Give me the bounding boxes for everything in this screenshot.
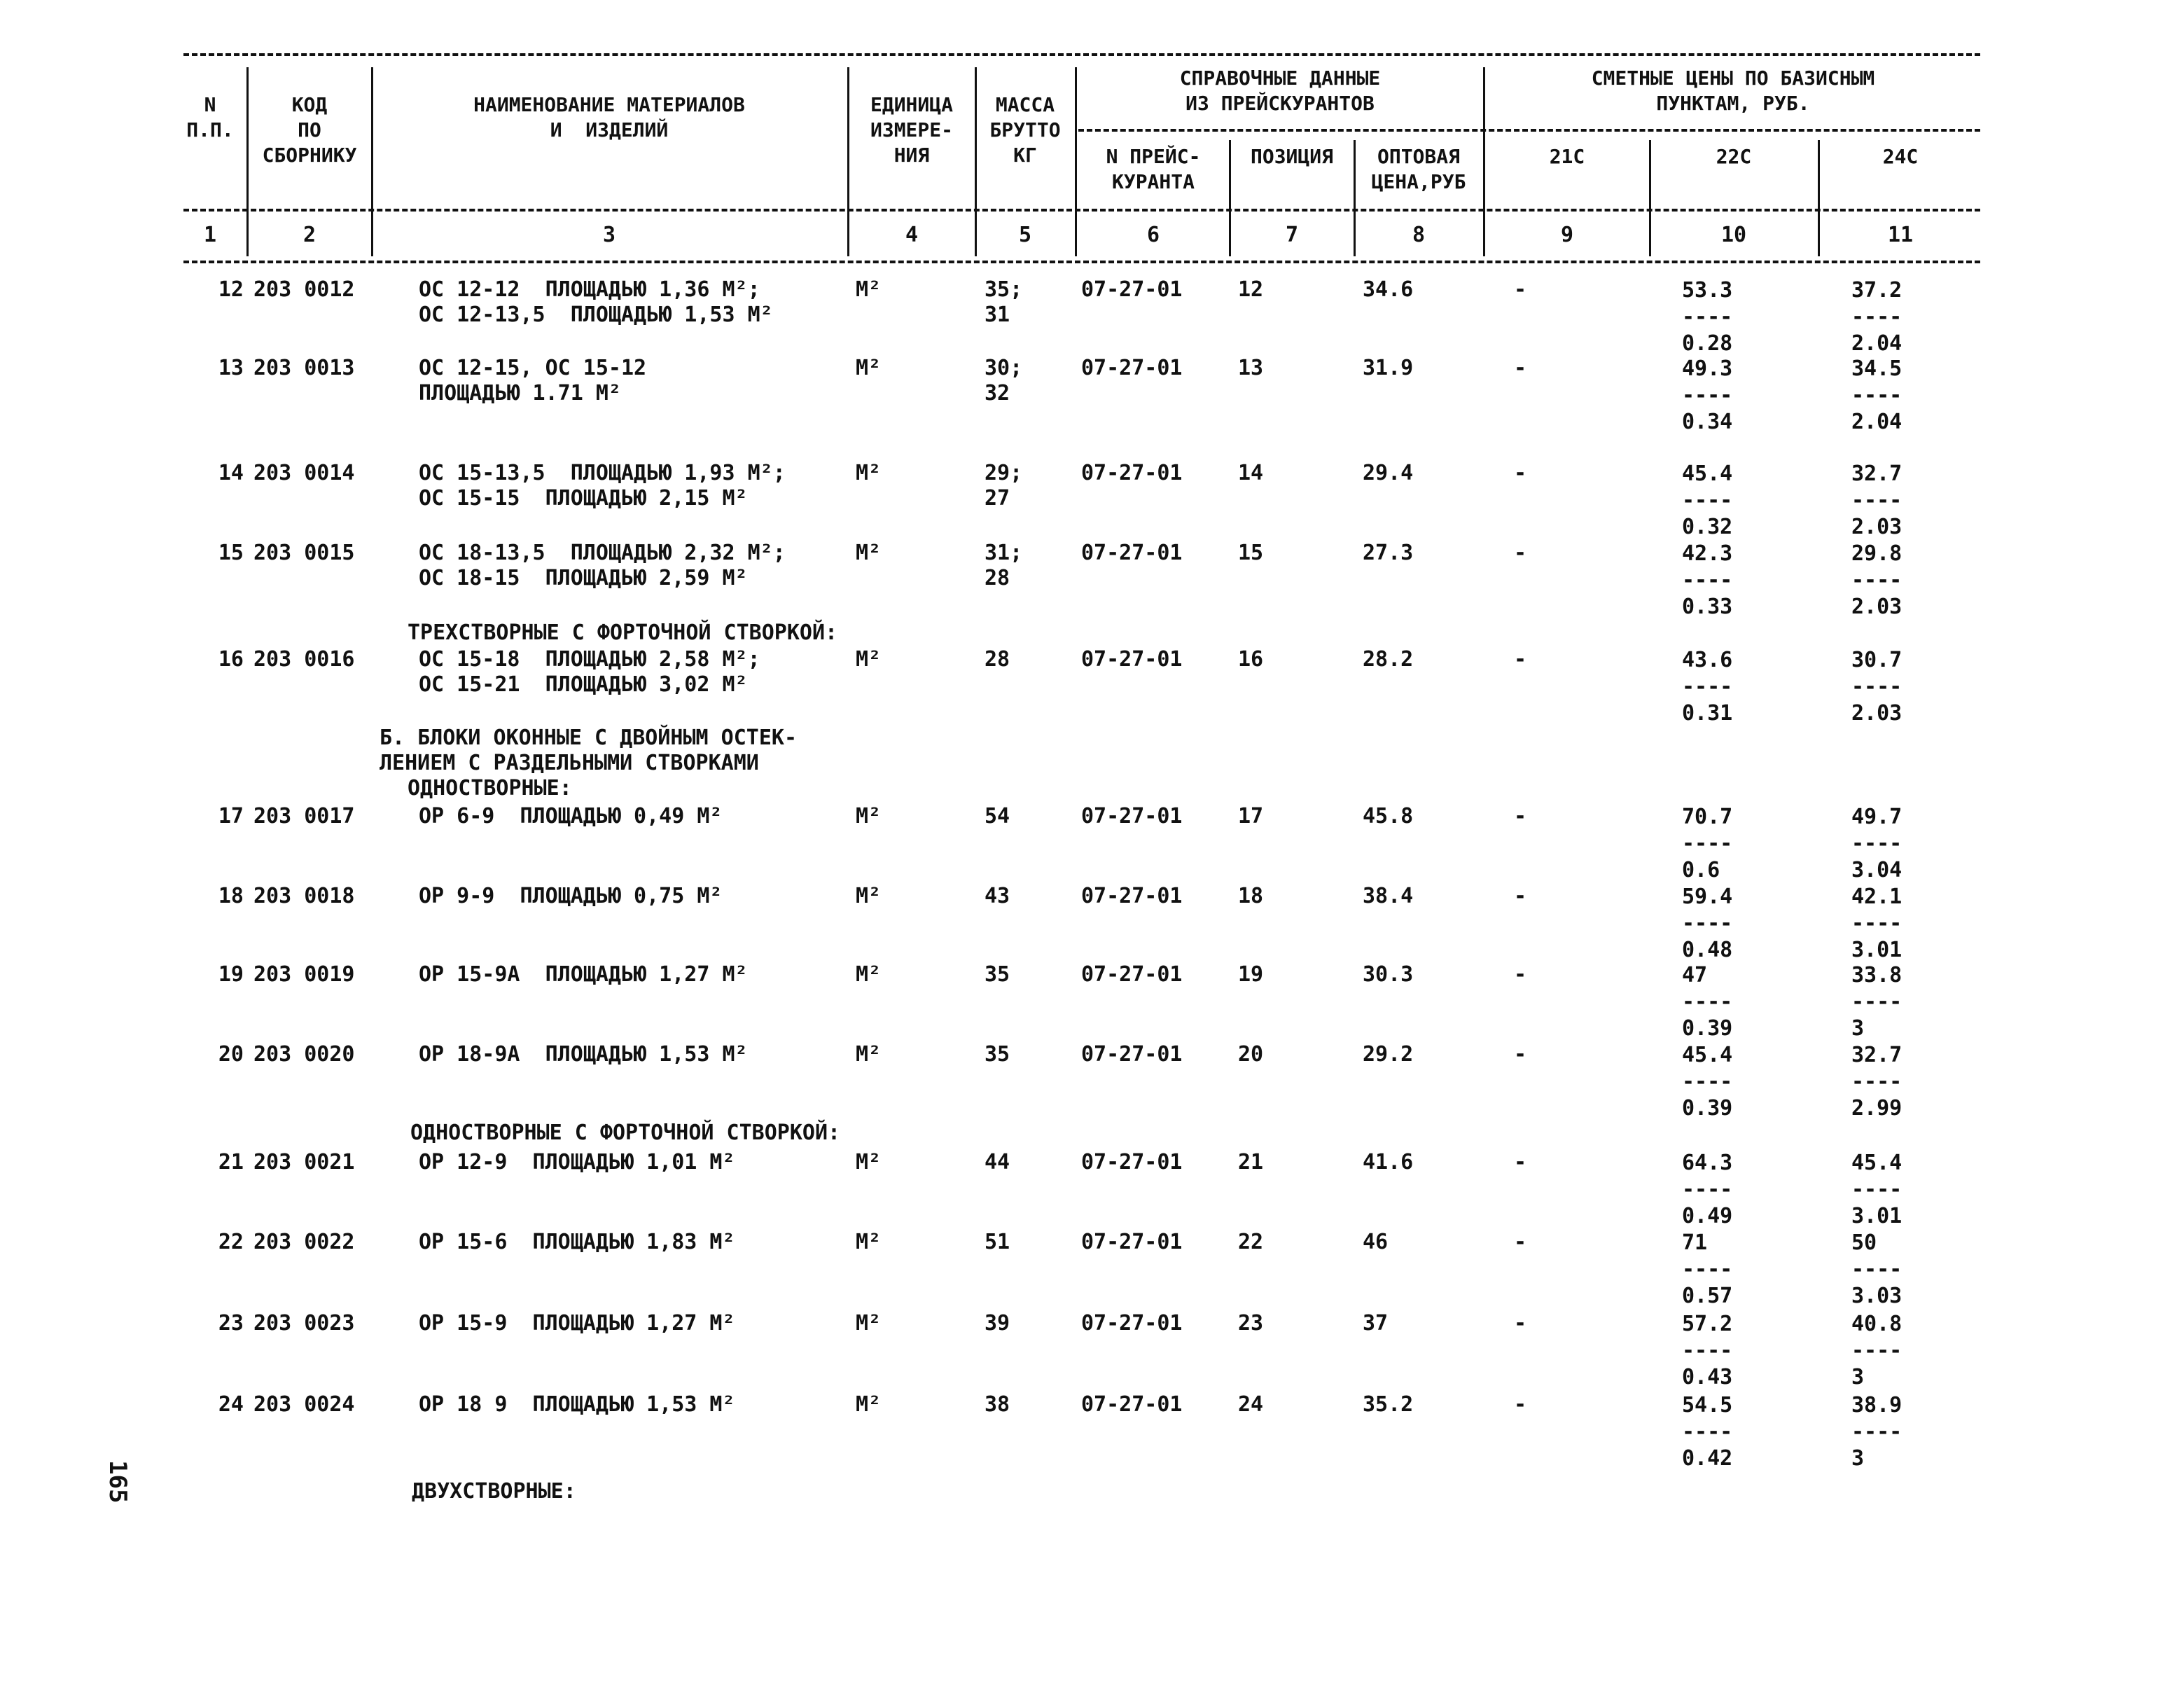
row-price-21c: - [1514,647,1527,672]
row-price-21c: - [1514,804,1527,828]
row-price-21c: - [1514,1150,1527,1174]
row-code: 203 0016 [253,647,355,672]
row-code: 203 0018 [253,884,355,908]
fraction-line: ---- [1851,911,1903,936]
row-mass: 35 [985,1042,1010,1067]
row-price-24c-transport: 2.04 [1851,410,1903,434]
fraction-line: ---- [1851,383,1903,408]
row-position: 18 [1238,884,1264,908]
row-mass: 54 [985,804,1010,828]
row-name: ОР 15-9А ПЛОЩАДЬЮ 1,27 М² [419,962,748,987]
row-price-24c-transport: 3.01 [1851,938,1903,962]
row-price-22c: 45.4 [1682,1043,1733,1067]
fraction-line: ---- [1851,568,1903,592]
fraction-line: ---- [1682,488,1733,513]
row-position: 16 [1238,647,1264,672]
row-number: 12 [218,277,244,302]
row-name: ОР 15-6 ПЛОЩАДЬЮ 1,83 М² [419,1230,735,1254]
row-position: 15 [1238,541,1264,565]
row-price-24c: 32.7 [1851,462,1903,486]
row-price-21c: - [1514,884,1527,908]
header-top-rule [183,53,1980,56]
row-price-24c: 33.8 [1851,963,1903,987]
row-number: 24 [218,1392,244,1417]
row-price-24c-transport: 2.03 [1851,595,1903,619]
col-num: 7 [1285,223,1299,247]
row-price-22c: 49.3 [1682,356,1733,381]
fraction-line: ---- [1851,831,1903,856]
row-position: 12 [1238,277,1264,302]
row-price-24c-transport: 2.03 [1851,701,1903,726]
row-price-24c: 34.5 [1851,356,1903,381]
row-position: 20 [1238,1042,1264,1067]
fraction-line: ---- [1851,1338,1903,1363]
row-code: 203 0017 [253,804,355,828]
row-price-24c: 37.2 [1851,278,1903,303]
row-wholesale-price: 34.6 [1363,277,1414,302]
row-code: 203 0019 [253,962,355,987]
row-code: 203 0015 [253,541,355,565]
row-pricelist: 07-27-01 [1081,1392,1183,1417]
row-name: ОС 12-12 ПЛОЩАДЬЮ 1,36 М²; ОС 12-13,5 ПЛОЩАДЬЮ 1,53 М² [419,277,773,327]
row-wholesale-price: 29.2 [1363,1042,1414,1067]
row-pricelist: 07-27-01 [1081,647,1183,672]
row-mass: 31; 28 [985,541,1023,590]
row-number: 20 [218,1042,244,1067]
row-price-24c: 50 [1851,1230,1877,1255]
fraction-line: ---- [1682,990,1733,1014]
fraction-line: ---- [1682,1177,1733,1202]
row-price-22c-transport: 0.31 [1682,701,1733,726]
row-mass: 39 [985,1311,1010,1336]
row-unit: М² [856,461,882,485]
row-number: 15 [218,541,244,565]
col-num: 11 [1887,223,1914,247]
header-col-10: 22С [1716,145,1752,168]
row-pricelist: 07-27-01 [1081,1150,1183,1174]
row-price-24c-transport: 3 [1851,1365,1865,1389]
row-wholesale-price: 35.2 [1363,1392,1414,1417]
header-col-2: КОД ПО СБОРНИКУ [262,93,357,167]
row-price-22c-transport: 0.43 [1682,1365,1733,1389]
row-price-22c: 59.4 [1682,885,1733,909]
header-group-rule [1078,129,1980,132]
header-col-8: ОПТОВАЯ ЦЕНА,РУБ [1371,145,1466,193]
fraction-line: ---- [1682,911,1733,936]
row-code: 203 0012 [253,277,355,302]
row-number: 17 [218,804,244,828]
row-mass: 29; 27 [985,461,1023,511]
row-name: ОС 18-13,5 ПЛОЩАДЬЮ 2,32 М²; ОС 18-15 ПЛОЩАДЬЮ 2,59 М² [419,541,786,590]
fraction-line: ---- [1682,1257,1733,1282]
row-unit: М² [856,804,882,828]
header-col-11: 24С [1882,145,1919,168]
row-position: 13 [1238,356,1264,380]
row-price-21c: - [1514,356,1527,380]
row-unit: М² [856,356,882,380]
row-number: 19 [218,962,244,987]
row-mass: 35 [985,962,1010,987]
col-num: 1 [203,223,217,247]
row-position: 24 [1238,1392,1264,1417]
header-col-9: 21С [1549,145,1585,168]
subheading-single-leaf: ОДНОСТВОРНЫЕ: [408,776,572,800]
row-price-21c: - [1514,962,1527,987]
row-price-21c: - [1514,1311,1527,1336]
row-price-21c: - [1514,461,1527,485]
fraction-line: ---- [1682,674,1733,699]
row-price-24c-transport: 3 [1851,1016,1865,1041]
row-name: ОР 9-9 ПЛОЩАДЬЮ 0,75 М² [419,884,723,908]
row-name: ОР 12-9 ПЛОЩАДЬЮ 1,01 М² [419,1150,735,1174]
col-num: 2 [302,223,317,247]
row-wholesale-price: 30.3 [1363,962,1414,987]
row-price-24c: 42.1 [1851,885,1903,909]
header-col-7: ПОЗИЦИЯ [1250,145,1333,168]
row-wholesale-price: 31.9 [1363,356,1414,380]
fraction-line: ---- [1682,1420,1733,1444]
row-code: 203 0021 [253,1150,355,1174]
row-price-24c-transport: 2.03 [1851,515,1903,539]
header-num-rule [183,209,1980,212]
row-price-24c: 40.8 [1851,1312,1903,1336]
col-sep [1075,67,1077,256]
subheading-double-leaf: ДВУХСТВОРНЫЕ: [412,1479,576,1504]
row-price-24c-transport: 3.04 [1851,858,1903,882]
row-price-24c: 49.7 [1851,805,1903,829]
row-position: 22 [1238,1230,1264,1254]
row-pricelist: 07-27-01 [1081,1311,1183,1336]
row-price-21c: - [1514,1042,1527,1067]
row-price-24c-transport: 2.04 [1851,331,1903,356]
row-number: 16 [218,647,244,672]
row-pricelist: 07-27-01 [1081,884,1183,908]
row-price-24c: 29.8 [1851,541,1903,566]
header-col-6: N ПРЕЙС- КУРАНТА [1106,145,1201,193]
row-price-22c: 42.3 [1682,541,1733,566]
row-mass: 28 [985,647,1010,672]
row-price-22c-transport: 0.33 [1682,595,1733,619]
fraction-line: ---- [1851,1420,1903,1444]
row-price-22c-transport: 0.49 [1682,1204,1733,1228]
row-pricelist: 07-27-01 [1081,1230,1183,1254]
col-num: 5 [1018,223,1032,247]
row-unit: М² [856,962,882,987]
row-code: 203 0020 [253,1042,355,1067]
row-mass: 38 [985,1392,1010,1417]
col-num: 6 [1146,223,1160,247]
row-price-24c-transport: 3.03 [1851,1284,1903,1308]
row-price-22c: 54.5 [1682,1393,1733,1417]
subheading-section-b: Б. БЛОКИ ОКОННЫЕ С ДВОЙНЫМ ОСТЕК- ЛЕНИЕМ С РАЗДЕЛЬНЫМИ СТВОРКАМИ [380,726,798,775]
row-price-22c: 57.2 [1682,1312,1733,1336]
row-wholesale-price: 27.3 [1363,541,1414,565]
row-code: 203 0014 [253,461,355,485]
row-position: 17 [1238,804,1264,828]
subheading-three-leaf: ТРЕХСТВОРНЫЕ С ФОРТОЧНОЙ СТВОРКОЙ: [408,620,838,645]
row-number: 21 [218,1150,244,1174]
row-name: ОС 15-13,5 ПЛОЩАДЬЮ 1,93 М²; ОС 15-15 ПЛОЩАДЬЮ 2,15 М² [419,461,786,511]
row-position: 21 [1238,1150,1264,1174]
row-price-22c-transport: 0.39 [1682,1016,1733,1041]
header-bottom-rule [183,261,1980,263]
fraction-line: ---- [1682,1069,1733,1094]
row-number: 18 [218,884,244,908]
fraction-line: ---- [1851,674,1903,699]
row-mass: 51 [985,1230,1010,1254]
row-wholesale-price: 37 [1363,1311,1389,1336]
row-unit: М² [856,277,882,302]
row-number: 14 [218,461,244,485]
row-price-21c: - [1514,541,1527,565]
row-price-24c-transport: 2.99 [1851,1096,1903,1121]
row-price-22c-transport: 0.32 [1682,515,1733,539]
row-unit: М² [856,647,882,672]
header-col-3: НАИМЕНОВАНИЕ МАТЕРИАЛОВ И ИЗДЕЛИЙ [473,93,745,141]
row-price-22c-transport: 0.6 [1682,858,1720,882]
row-position: 23 [1238,1311,1264,1336]
row-pricelist: 07-27-01 [1081,962,1183,987]
row-price-21c: - [1514,277,1527,302]
row-code: 203 0024 [253,1392,355,1417]
row-pricelist: 07-27-01 [1081,1042,1183,1067]
header-col-4: ЕДИНИЦА ИЗМЕРЕ- НИЯ [870,93,953,167]
col-sep [1483,67,1485,256]
col-num: 10 [1720,223,1747,247]
row-wholesale-price: 38.4 [1363,884,1414,908]
row-price-22c: 71 [1682,1230,1708,1255]
page-number: 165 [104,1460,132,1504]
row-price-24c-transport: 3.01 [1851,1204,1903,1228]
row-wholesale-price: 28.2 [1363,647,1414,672]
row-number: 13 [218,356,244,380]
row-price-21c: - [1514,1392,1527,1417]
header-col-5: МАССА БРУТТО КГ [989,93,1061,167]
row-code: 203 0023 [253,1311,355,1336]
row-name: ОС 12-15, ОС 15-12 ПЛОЩАДЬЮ 1.71 М² [419,356,647,405]
row-price-22c-transport: 0.28 [1682,331,1733,356]
row-price-24c: 32.7 [1851,1043,1903,1067]
subheading-single-leaf-vent: ОДНОСТВОРНЫЕ С ФОРТОЧНОЙ СТВОРКОЙ: [410,1121,841,1145]
fraction-line: ---- [1682,568,1733,592]
col-num: 4 [905,223,919,247]
col-sep [246,67,249,256]
row-pricelist: 07-27-01 [1081,356,1183,380]
fraction-line: ---- [1851,1177,1903,1202]
row-price-22c-transport: 0.42 [1682,1446,1733,1471]
row-wholesale-price: 29.4 [1363,461,1414,485]
row-pricelist: 07-27-01 [1081,541,1183,565]
col-sep [1818,140,1820,256]
row-number: 23 [218,1311,244,1336]
row-price-22c: 43.6 [1682,648,1733,672]
row-pricelist: 07-27-01 [1081,804,1183,828]
row-price-22c-transport: 0.48 [1682,938,1733,962]
row-price-22c: 45.4 [1682,462,1733,486]
row-unit: М² [856,541,882,565]
row-price-22c: 64.3 [1682,1151,1733,1175]
row-mass: 35; 31 [985,277,1023,327]
col-num: 3 [602,223,616,247]
row-unit: М² [856,1311,882,1336]
row-wholesale-price: 45.8 [1363,804,1414,828]
row-number: 22 [218,1230,244,1254]
fraction-line: ---- [1682,383,1733,408]
row-name: ОР 6-9 ПЛОЩАДЬЮ 0,49 М² [419,804,723,828]
fraction-line: ---- [1851,488,1903,513]
row-code: 203 0013 [253,356,355,380]
row-unit: М² [856,1150,882,1174]
header-price-group: СМЕТНЫЕ ЦЕНЫ ПО БАЗИСНЫМ ПУНКТАМ, РУБ. [1591,67,1875,115]
row-unit: М² [856,1042,882,1067]
fraction-line: ---- [1851,1069,1903,1094]
fraction-line: ---- [1682,1338,1733,1363]
row-unit: М² [856,884,882,908]
header-reference-group: СПРАВОЧНЫЕ ДАННЫЕ ИЗ ПРЕЙСКУРАНТОВ [1179,67,1381,115]
row-price-22c-transport: 0.34 [1682,410,1733,434]
row-unit: М² [856,1392,882,1417]
fraction-line: ---- [1851,990,1903,1014]
row-price-24c: 45.4 [1851,1151,1903,1175]
fraction-line: ---- [1851,1257,1903,1282]
row-price-22c: 53.3 [1682,278,1733,303]
row-mass: 43 [985,884,1010,908]
row-price-24c: 30.7 [1851,648,1903,672]
row-pricelist: 07-27-01 [1081,277,1183,302]
row-mass: 44 [985,1150,1010,1174]
row-code: 203 0022 [253,1230,355,1254]
row-price-22c-transport: 0.39 [1682,1096,1733,1121]
col-sep [371,67,373,256]
row-price-24c-transport: 3 [1851,1446,1865,1471]
fraction-line: ---- [1682,831,1733,856]
row-name: ОС 15-18 ПЛОЩАДЬЮ 2,58 М²; ОС 15-21 ПЛОЩАДЬЮ 3,02 М² [419,647,760,697]
row-unit: М² [856,1230,882,1254]
row-name: ОР 18-9А ПЛОЩАДЬЮ 1,53 М² [419,1042,748,1067]
row-price-22c-transport: 0.57 [1682,1284,1733,1308]
col-num: 9 [1560,223,1574,247]
fraction-line: ---- [1851,305,1903,329]
col-num: 8 [1412,223,1426,247]
row-price-24c: 38.9 [1851,1393,1903,1417]
row-wholesale-price: 41.6 [1363,1150,1414,1174]
row-name: ОР 18 9 ПЛОЩАДЬЮ 1,53 М² [419,1392,735,1417]
row-position: 19 [1238,962,1264,987]
row-name: ОР 15-9 ПЛОЩАДЬЮ 1,27 М² [419,1311,735,1336]
row-price-21c: - [1514,1230,1527,1254]
header-col-1: N П.П. [186,93,234,141]
fraction-line: ---- [1682,305,1733,329]
row-pricelist: 07-27-01 [1081,461,1183,485]
row-wholesale-price: 46 [1363,1230,1389,1254]
row-price-22c: 70.7 [1682,805,1733,829]
row-price-22c: 47 [1682,963,1708,987]
row-mass: 30; 32 [985,356,1023,405]
row-position: 14 [1238,461,1264,485]
